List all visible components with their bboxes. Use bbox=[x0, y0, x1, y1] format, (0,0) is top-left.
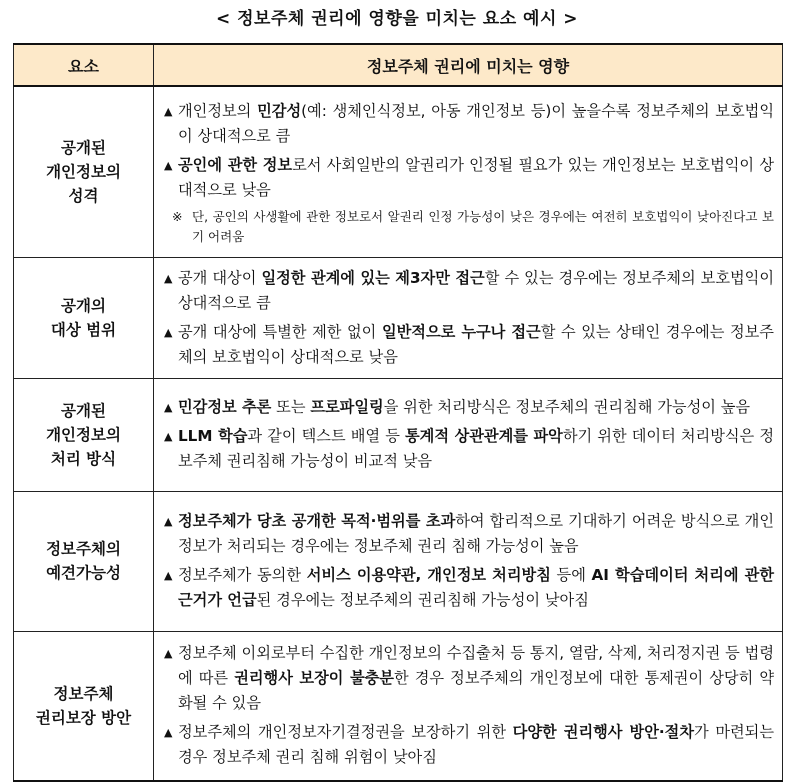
emphasis-text: 서비스 이용약관, 개인정보 처리방침 bbox=[306, 566, 551, 584]
header-impact: 정보주체 권리에 미치는 영향 bbox=[154, 44, 783, 86]
factor-cell bbox=[14, 378, 154, 491]
impact-item bbox=[164, 720, 774, 770]
factor-label-line: 정보주체의 bbox=[46, 540, 121, 558]
body-text: 공개 대상이 bbox=[178, 268, 262, 287]
factor-cell bbox=[14, 631, 154, 781]
table-row bbox=[14, 631, 783, 781]
influence-factors-table bbox=[13, 43, 783, 782]
table-row bbox=[14, 257, 783, 378]
body-text: 또는 bbox=[271, 398, 311, 416]
emphasis-text: LLM 학습 bbox=[178, 427, 248, 445]
factor-label-line: 성격 bbox=[68, 186, 99, 205]
impact-item bbox=[164, 320, 774, 370]
impact-item bbox=[164, 395, 774, 420]
factor-cell bbox=[14, 86, 154, 257]
triangle-bullet-icon: ▲ bbox=[164, 158, 173, 172]
impact-item bbox=[164, 424, 774, 474]
emphasis-text: 다양한 권리행사 방안·절차 bbox=[512, 723, 695, 742]
table-row bbox=[14, 491, 783, 631]
body-text: 로서 사회일반의 알권리가 인정될 필요가 있는 개인정보는 보호법익이 상대적으로 낮음 bbox=[178, 155, 774, 199]
body-text: 을 위한 처리방식은 정보주체의 권리침해 가능성이 높음 bbox=[383, 398, 751, 416]
emphasis-text: 권리행사 보장이 불충분 bbox=[234, 669, 394, 688]
emphasis-text: 민감성 bbox=[257, 101, 302, 120]
body-text: 등에 bbox=[550, 566, 592, 584]
footnote bbox=[164, 207, 774, 247]
header-factor: 요소 bbox=[14, 44, 154, 86]
triangle-bullet-icon: ▲ bbox=[164, 271, 173, 285]
impact-item bbox=[164, 153, 774, 203]
triangle-bullet-icon: ▲ bbox=[164, 325, 173, 339]
impact-item bbox=[164, 563, 774, 613]
body-text: (예: 생체인식정보, 아동 개인정보 등)이 높을수록 정보주체의 보호법익이 상대적으로 큼 bbox=[178, 101, 774, 145]
impact-cell bbox=[154, 491, 783, 631]
factor-label-line: 대상 범위 bbox=[50, 320, 117, 339]
body-text: 정보주체가 동의한 bbox=[178, 566, 307, 584]
body-text: 한 경우 정보주체의 개인정보에 대한 통제권이 상당히 약화될 수 있음 bbox=[178, 669, 774, 713]
impact-item bbox=[164, 266, 774, 316]
body-text: 정보주체의 개인정보자기결정권을 보장하기 위한 bbox=[178, 723, 513, 742]
triangle-bullet-icon: ▲ bbox=[164, 401, 173, 414]
impact-cell bbox=[154, 257, 783, 378]
factor-label-line: 개인정보의 bbox=[46, 162, 121, 181]
body-text: 하여 합리적으로 기대하기 어려운 방식으로 개인정보가 처리되는 경우에는 정보주체 권리 침해 가능성이 높음 bbox=[178, 512, 774, 555]
factor-label-line: 개인정보의 bbox=[46, 425, 121, 444]
factor-label-line: 공개의 bbox=[61, 296, 106, 315]
body-text: 된 경우에는 정보주체의 권리침해 가능성이 낮아짐 bbox=[256, 591, 589, 609]
factor-cell bbox=[14, 257, 154, 378]
triangle-bullet-icon: ▲ bbox=[164, 430, 173, 443]
factor-label-line: 정보주체 bbox=[53, 684, 114, 703]
body-text: 가 마련되는 경우 정보주체 권리 침해 위험이 낮아짐 bbox=[178, 723, 775, 767]
triangle-bullet-icon: ▲ bbox=[164, 515, 173, 528]
impact-cell bbox=[154, 86, 783, 257]
impact-cell bbox=[154, 631, 783, 781]
body-text: 개인정보의 bbox=[178, 101, 258, 120]
footnote-text: 단, 공인의 사생활에 관한 정보로서 알권리 인정 가능성이 낮은 경우에는 여전히 보호법익이 낮아진다고 보기 어려움 bbox=[192, 208, 774, 244]
factor-label-line: 처리 방식 bbox=[50, 449, 117, 468]
emphasis-text: 통계적 상관관계를 파악 bbox=[404, 427, 563, 445]
body-text: 과 같이 텍스트 배열 등 bbox=[247, 427, 405, 445]
body-text: 정보주체 이외로부터 수집한 개인정보의 수집출처 등 통지, 열람, 삭제, 처리정지권 등 법령에 따른 bbox=[178, 644, 774, 688]
emphasis-text: 정보주체가 당초 공개한 목적·범위를 초과 bbox=[178, 512, 456, 530]
body-text: 할 수 있는 상태인 경우에는 정보주체의 보호법익이 상대적으로 낮음 bbox=[178, 322, 774, 366]
factor-label-line: 공개된 bbox=[61, 138, 106, 157]
impact-item bbox=[164, 99, 774, 149]
table-row bbox=[14, 378, 783, 491]
factor-label-line: 공개된 bbox=[61, 401, 106, 420]
emphasis-text: AI 학습데이터 처리에 관한 근거가 언급 bbox=[178, 566, 774, 609]
impact-item bbox=[164, 641, 774, 716]
emphasis-text: 공인에 관한 정보 bbox=[178, 155, 293, 174]
factor-cell bbox=[14, 491, 154, 631]
body-text: 공개 대상에 특별한 제한 없이 bbox=[178, 322, 382, 341]
impact-item bbox=[164, 509, 774, 559]
body-text: 하기 위한 데이터 처리방식은 정보주체 권리침해 가능성이 비교적 낮음 bbox=[178, 427, 774, 470]
factor-label-line: 예견가능성 bbox=[46, 564, 121, 582]
table-header-row bbox=[14, 44, 783, 86]
body-text: 할 수 있는 경우에는 정보주체의 보호법익이 상대적으로 큼 bbox=[178, 268, 775, 312]
emphasis-text: 민감정보 추론 bbox=[178, 398, 272, 416]
emphasis-text: 일반적으로 누구나 접근 bbox=[381, 322, 541, 341]
table-row bbox=[14, 86, 783, 257]
triangle-bullet-icon: ▲ bbox=[164, 569, 173, 582]
table-title: < 정보주체 권리에 영향을 미치는 요소 예시 > bbox=[215, 9, 579, 29]
table-body bbox=[14, 86, 783, 781]
emphasis-text: 프로파일링 bbox=[310, 398, 384, 416]
emphasis-text: 일정한 관계에 있는 제3자만 접근 bbox=[261, 268, 485, 287]
impact-cell bbox=[154, 378, 783, 491]
triangle-bullet-icon: ▲ bbox=[164, 726, 173, 740]
triangle-bullet-icon: ▲ bbox=[164, 104, 173, 118]
triangle-bullet-icon: ▲ bbox=[164, 647, 173, 661]
factor-label-line: 권리보장 방안 bbox=[35, 708, 132, 727]
reference-mark-icon: ※ bbox=[172, 208, 183, 224]
